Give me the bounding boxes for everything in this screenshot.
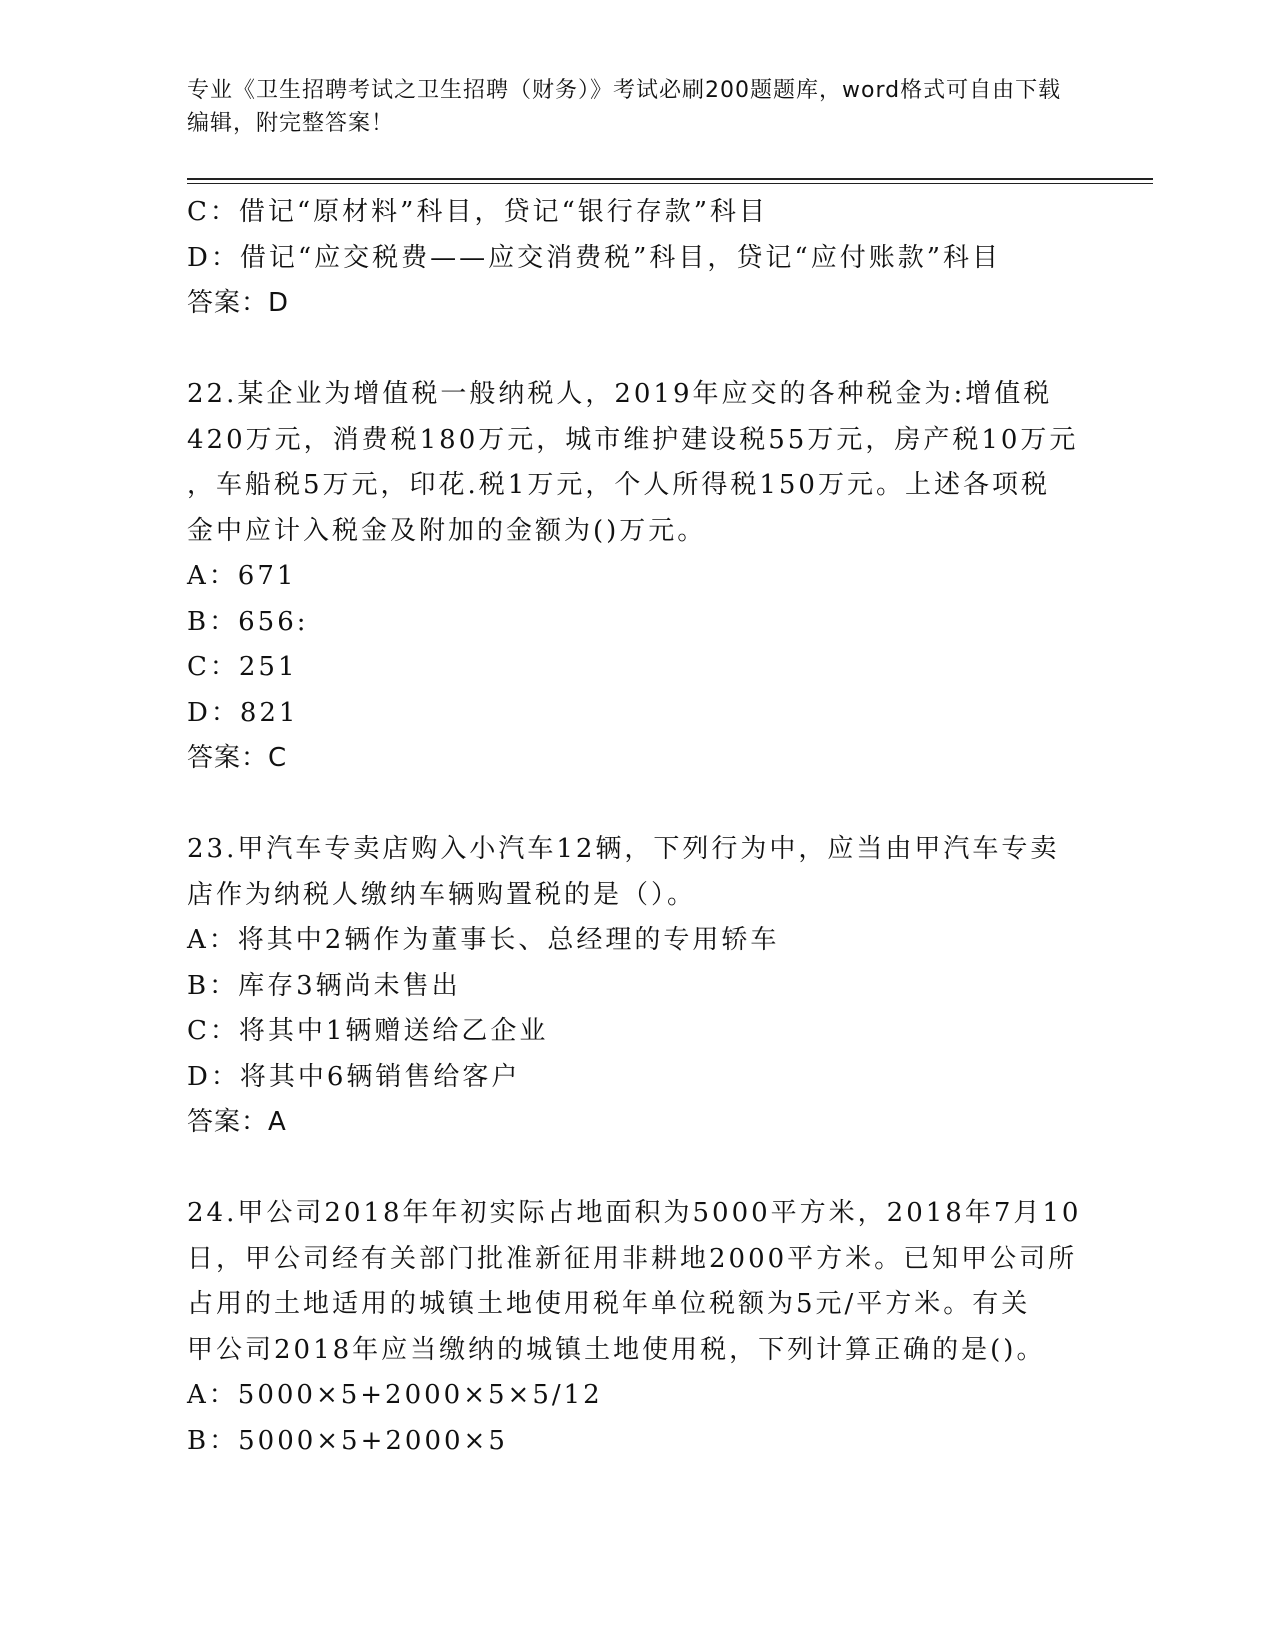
question-stem-line: 占用的土地适用的城镇土地使用税年单位税额为5元/平方米。有关 (187, 1289, 1031, 1319)
question-stem-line: 日，甲公司经有关部门批准新征用非耕地2000平方米。已知甲公司所 (187, 1243, 1078, 1274)
option-line: A：5000×5+2000×5×5/12 (187, 1380, 603, 1410)
option-line: A：将其中2辆作为董事长、总经理的专用轿车 (187, 925, 780, 955)
question-stem-line: 420万元，消费税180万元，城市维护建设税55万元，房产税10万元 (187, 424, 1079, 455)
question-stem-line: 甲公司2018年应当缴纳的城镇土地使用税，下列计算正确的是()。 (187, 1334, 1046, 1365)
document-body (187, 190, 1087, 1464)
question-24 (187, 1191, 1087, 1464)
question-stem-line: ，车船税5万元，印花.税1万元，个人所得税150万元。上述各项税 (187, 470, 1050, 500)
question-stem-line: 店作为纳税人缴纳车辆购置税的是（）。 (187, 879, 697, 910)
option-line: C：将其中1辆赠送给乙企业 (187, 1016, 549, 1046)
option-line: B：656: (187, 606, 309, 637)
question-23 (187, 827, 1087, 1146)
option-line: B：5000×5+2000×5 (187, 1425, 508, 1456)
answer-line: 答案：A (187, 1107, 287, 1137)
document-header (187, 74, 1067, 140)
option-line: D：将其中6辆销售给客户 (187, 1061, 521, 1092)
option-line: C：借记“原材料”科目，贷记“银行存款”科目 (187, 197, 769, 227)
question-stem-line: 24.甲公司2018年年初实际占地面积为5000平方米，2018年7月10 (187, 1198, 1082, 1228)
header-title: 专业《卫生招聘考试之卫生招聘（财务）》考试必刷200题题库，word格式可自由下载编辑，附完整答案！ (187, 78, 1062, 136)
option-line: D：借记“应交税费——应交消费税”科目，贷记“应付账款”科目 (187, 242, 1002, 273)
answer-line: 答案：D (187, 288, 290, 318)
question-stem-line: 金中应计入税金及附加的金额为()万元。 (187, 515, 707, 546)
header-rule-thick (187, 178, 1153, 180)
option-line: A：671 (187, 561, 297, 591)
header-rule-thin (187, 183, 1153, 184)
option-line: D：821 (187, 697, 299, 728)
question-stem-line: 23.甲汽车专卖店购入小汽车12辆，下列行为中，应当由甲汽车专卖 (187, 834, 1060, 864)
option-line: B：库存3辆尚未售出 (187, 970, 461, 1001)
option-line: C：251 (187, 652, 298, 682)
answer-line: 答案：C (187, 743, 288, 773)
question-22 (187, 372, 1087, 782)
question-stem-line: 22.某企业为增值税一般纳税人，2019年应交的各种税金为:增值税 (187, 379, 1053, 409)
